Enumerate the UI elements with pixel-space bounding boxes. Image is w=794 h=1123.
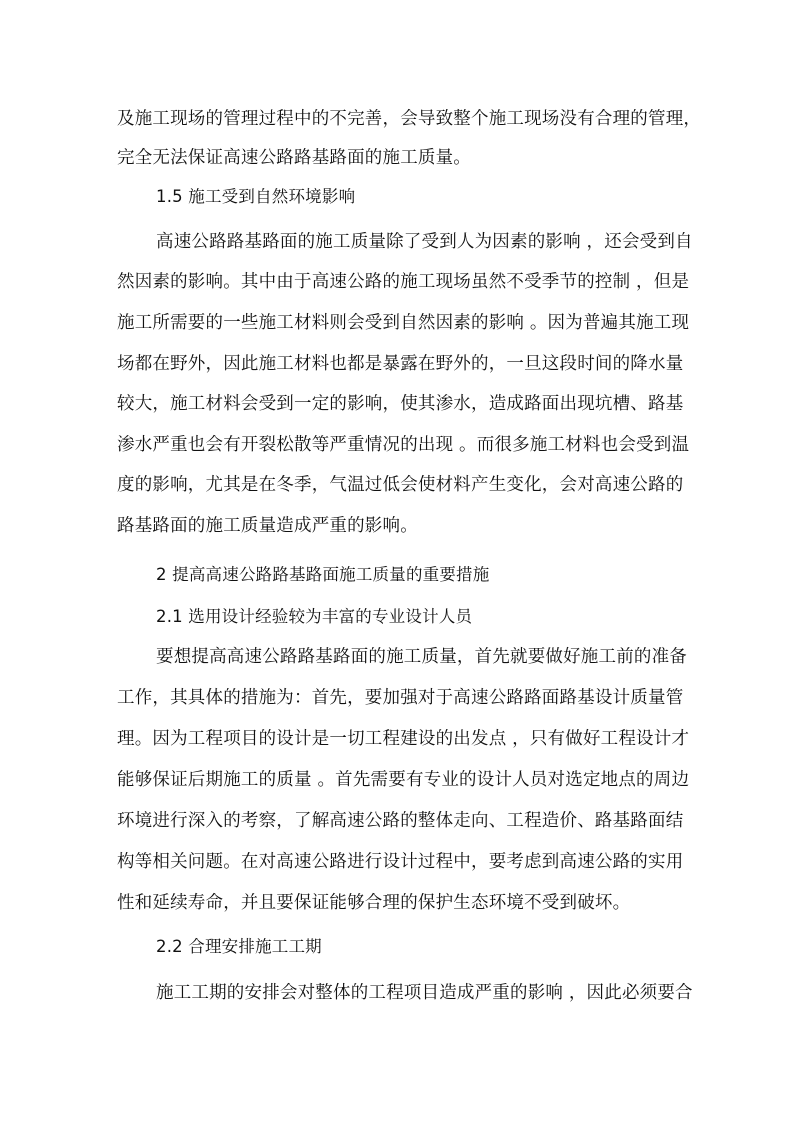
paragraph-line: 构等相关问题。在对高速公路进行设计过程中，要考虑到高速公路的实用: [117, 852, 684, 872]
paragraph-line: 较大，施工材料会受到一定的影响，使其渗水，造成路面出现坑槽、路基: [117, 394, 684, 414]
section-heading-2-2: 2.2 合理安排施工工期: [156, 937, 322, 956]
paragraph-line: 路基路面的施工质量造成严重的影响。: [117, 516, 418, 536]
paragraph-line: 然因素的影响。其中由于高速公路的施工现场虽然不受季节的控制 ，但是: [117, 272, 690, 292]
paragraph-line: 施工工期的安排会对整体的工程项目造成严重的影响 ，因此必须要合: [156, 983, 693, 1003]
paragraph-line: 场都在野外，因此施工材料也都是暴露在野外的，一旦这段时间的降水量: [117, 354, 684, 374]
section-heading-2-1: 2.1 选用设计经验较为丰富的专业设计人员: [156, 607, 473, 626]
paragraph-line: 度的影响，尤其是在冬季，气温过低会使材料产生变化，会对高速公路的: [117, 475, 684, 495]
paragraph-line: 要想提高高速公路路基路面的施工质量，首先就要做好施工前的准备: [156, 647, 687, 667]
paragraph-line: 高速公路路基路面的施工质量除了受到人为因素的影响 ，还会受到自: [156, 232, 693, 252]
paragraph-line: 完全无法保证高速公路路基路面的施工质量。: [117, 148, 471, 168]
section-heading-2: 2 提高高速公路路基路面施工质量的重要措施: [156, 565, 490, 584]
paragraph-line: 及施工现场的管理过程中的不完善，会导致整个施工现场没有合理的管理，: [117, 109, 702, 129]
paragraph-line: 能够保证后期施工的质量 。首先需要有专业的设计人员对选定地点的周边: [117, 770, 690, 790]
paragraph-line: 环境进行深入的考察，了解高速公路的整体走向、工程造价、路基路面结: [117, 811, 684, 831]
section-heading-1-5: 1.5 施工受到自然环境影响: [156, 187, 356, 206]
paragraph-line: 施工所需要的一些施工材料则会受到自然因素的影响 。因为普遍其施工现: [117, 313, 690, 333]
paragraph-line: 理。因为工程项目的设计是一切工程建设的出发点 ，只有做好工程设计才: [117, 729, 690, 749]
paragraph-line: 渗水严重也会有开裂松散等严重情况的出现 。而很多施工材料也会受到温: [117, 435, 690, 455]
paragraph-line: 性和延续寿命，并且要保证能够合理的保护生态环境不受到破坏。: [117, 893, 631, 913]
paragraph-line: 工作，其具体的措施为：首先，要加强对于高速公路路面路基设计质量管: [117, 688, 684, 708]
